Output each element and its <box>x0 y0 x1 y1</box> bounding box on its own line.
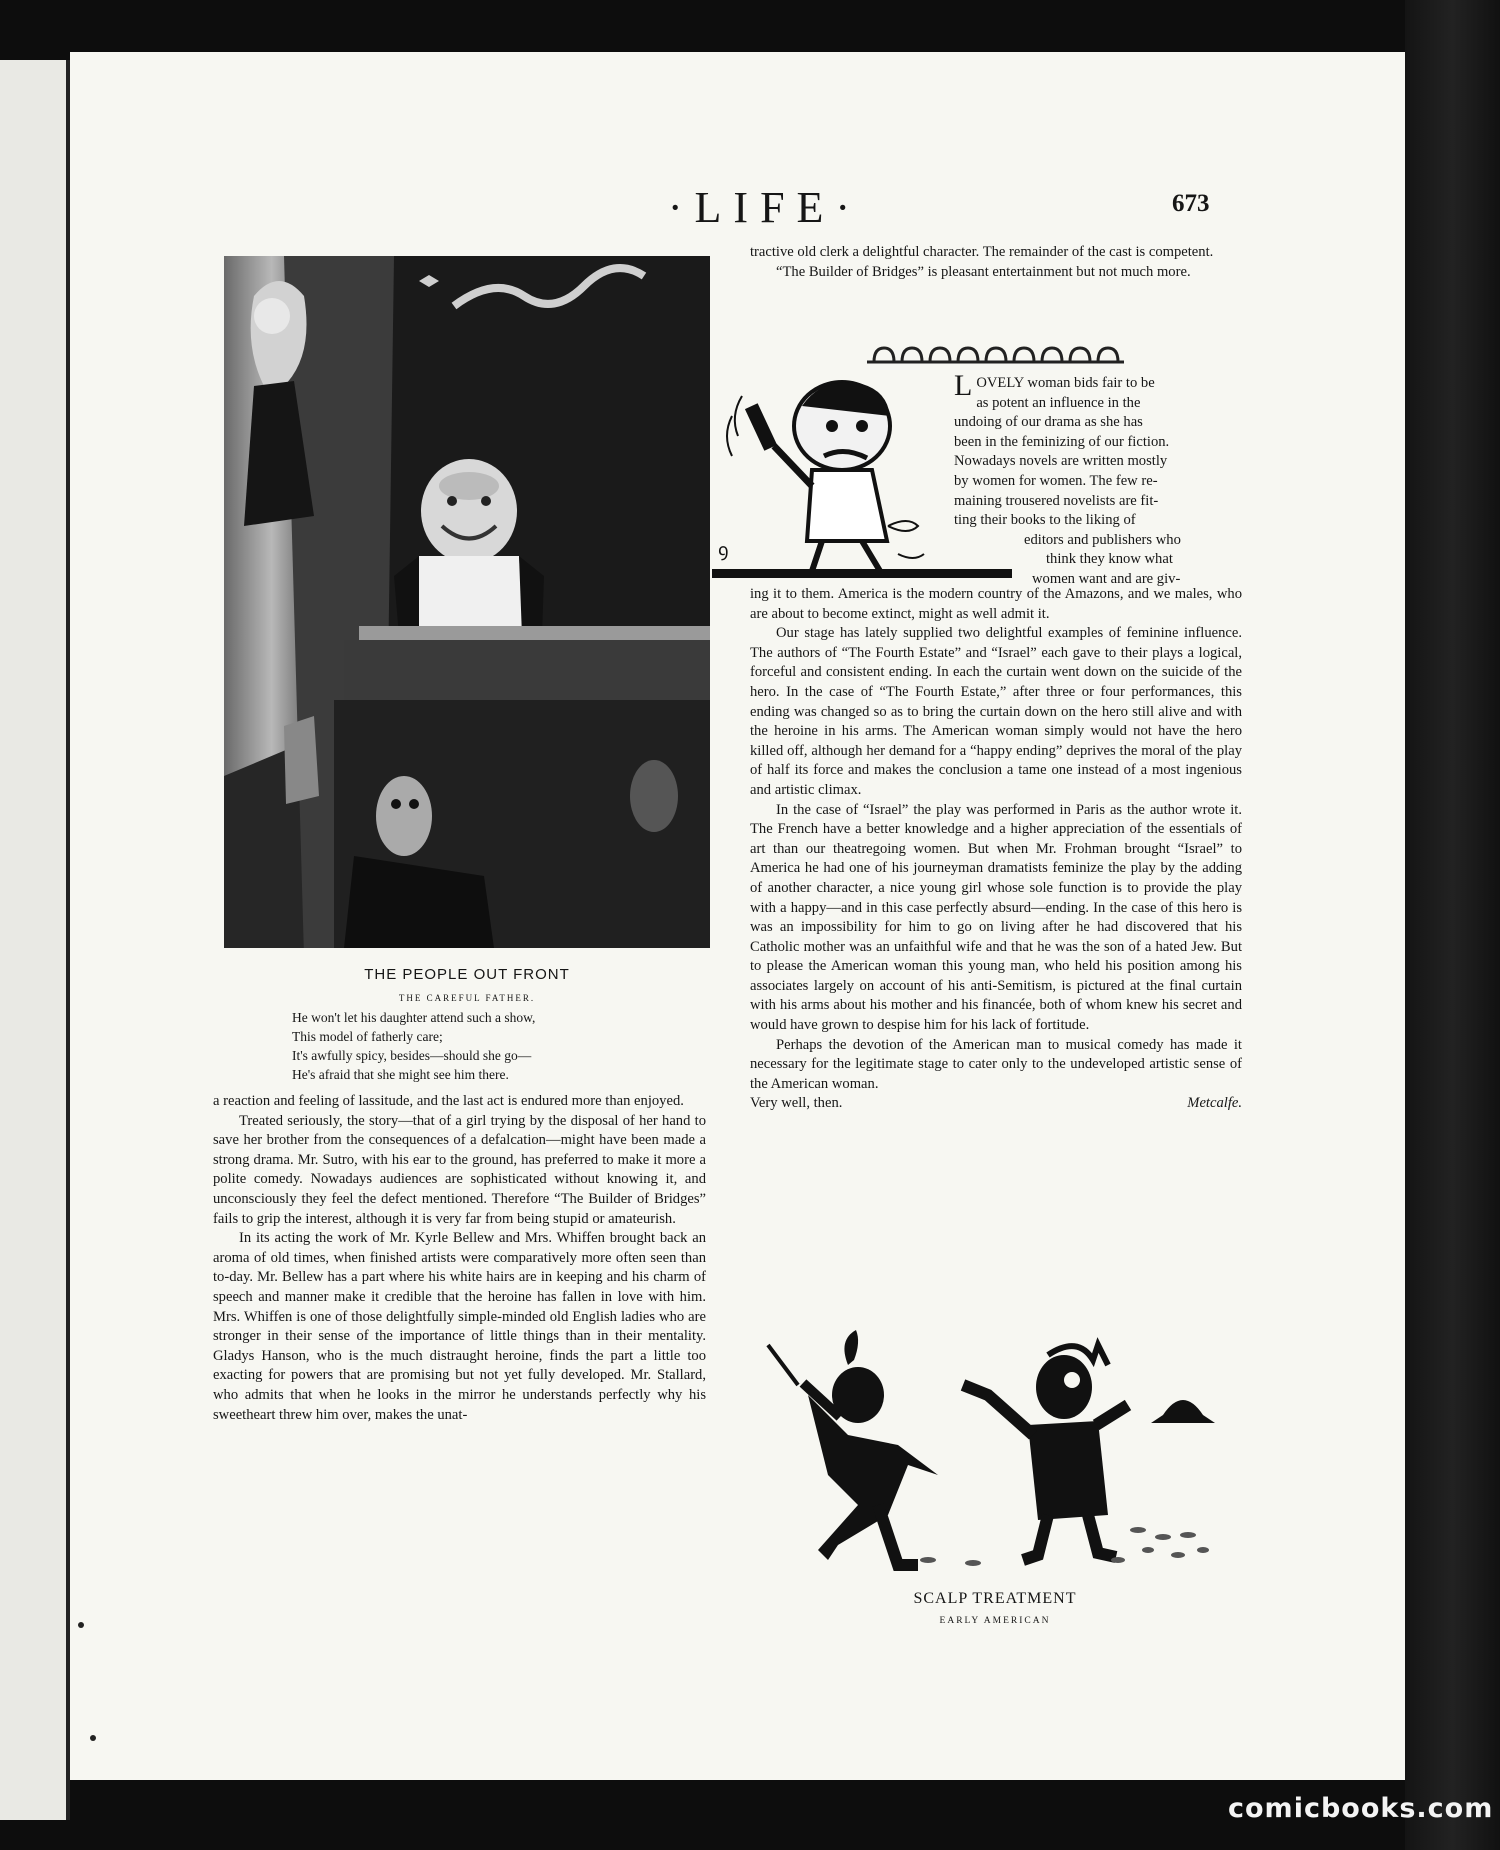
paragraph: ing it to them. America is the modern country of the Amazons, and we males, who are about to become extinct, might as well admit it. <box>750 586 1242 622</box>
text-line: women want and are giv- <box>1032 570 1181 587</box>
paragraph: Treated seriously, the story—that of a girl trying by the disposal of her hand to save her brother from the consequences of a defalcation—might have been made a strong drama. Mr. Sutro, with his ear to the ground, has preferred to make it more a polite comedy. Nowadays audiences are sophisticated without knowing it, and unconsciously they feel the defect mentioned. Therefore “The Builder of Bridges” fails to grip the interest, although it is very far from being stupid or amateurish. <box>213 1112 706 1227</box>
scan-speck <box>78 1622 84 1628</box>
left-caption-title: THE PEOPLE OUT FRONT <box>364 966 570 983</box>
text-line: think they know what <box>1046 551 1173 568</box>
text-line: maining trousered novelists are fit- <box>954 492 1159 509</box>
closing-line <box>750 1094 1242 1114</box>
people-out-front-illustration <box>224 256 710 948</box>
text-line: editors and publishers who <box>1024 531 1181 548</box>
caption-poem <box>292 1008 712 1084</box>
lovely-woman-paragraph <box>954 369 1242 590</box>
poem-line: It's awfully spicy, besides—should she go— <box>292 1048 532 1063</box>
poem-line: He's afraid that she might see him there. <box>292 1067 509 1082</box>
drop-cap: L <box>954 369 973 402</box>
right-column-top-text <box>750 243 1242 282</box>
right-caption-title: SCALP TREATMENT <box>913 1590 1077 1607</box>
magazine-title: ·LIFE· <box>667 183 863 232</box>
paragraph: a reaction and feeling of lassitude, and the last act is endured more than enjoyed. <box>213 1093 684 1109</box>
right-caption-subtitle: EARLY AMERICAN <box>939 1616 1051 1626</box>
text-line: by women for women. The few re- <box>954 472 1158 489</box>
watermark: comicbooks.com <box>1228 1793 1494 1824</box>
scan-speck <box>90 1735 96 1741</box>
page-number: 673 <box>1172 190 1210 217</box>
facing-page-edge <box>0 60 70 1820</box>
text-line: been in the feminizing of our fiction. <box>954 433 1170 450</box>
paragraph: “The Builder of Bridges” is pleasant entertainment but not much more. <box>776 263 1191 280</box>
left-caption-subtitle: THE CAREFUL FATHER. <box>398 993 536 1003</box>
paragraph: tractive old clerk a delightful character. The remainder of the cast is competent. <box>750 244 1214 260</box>
paragraph: Perhaps the devotion of the American man to musical comedy has made it necessary for the legitimate stage to cater only to the undeveloped artistic sense of the American woman. <box>750 1036 1242 1092</box>
text-line: ting their books to the liking of <box>954 512 1136 529</box>
left-column-text <box>213 1092 706 1425</box>
closing-text: Very well, then. <box>750 1095 843 1112</box>
poem-line: This model of fatherly care; <box>292 1029 443 1044</box>
scalp-treatment-illustration <box>748 1325 1240 1580</box>
text-line: OVELY woman bids fair to be <box>976 375 1155 391</box>
text-line: Nowadays novels are written mostly <box>954 453 1168 470</box>
paragraph: In the case of “Israel” the play was performed in Paris as the author wrote it. The French have a better knowledge and a higher appreciation of the essentials of art than our theatregoing women. But when Mr. Frohman brought “Israel” to America he had one of his journeyman dramatists feminize the play by the adding of another character, a nice young girl whose sole function is to provide the play with a happy—and in this case perfectly absurd—ending. In the case of this hero is was an impossibility for him to go on living after he had discovered that his Catholic mother was an unfaithful wife and that he was the son of a hated Jew. But to please the American woman this young man, who held his position among his associates largely on account of his anti-Semitism, is pictured at the final curtain with his arms about his mother and his financée, both of whom knew his secret and would have grown to despise him for his lack of fortitude. <box>750 801 1242 1034</box>
right-column-body-text <box>750 585 1242 1114</box>
text-line: undoing of our drama as she has <box>954 414 1143 431</box>
text-line: as potent an influence in the <box>976 394 1141 411</box>
paragraph: In its acting the work of Mr. Kyrle Bellew and Mrs. Whiffen brought back an aroma of old times, when finished artists were comparatively more often seen than to-day. Mr. Bellew has a part where his white hairs are in keeping and his charm of speech and manner make it credible that the heroine has fallen in love with him. Mrs. Whiffen is one of those delightfully simple-minded old English ladies who are stronger in their sense of the importance of little things than in their mentality. Gladys Hanson, who is the much distraught heroine, finds the part a little too exacting for powers that are promising but not yet fully developed. Mr. Stallard, who admits that when he looks in the mirror he understands perfectly why his sweetheart threw him over, makes the unat- <box>213 1230 706 1423</box>
paragraph: Our stage has lately supplied two delightful examples of feminine influence. The authors of “The Fourth Estate” and “Israel” each gave to their plays a logical, forceful and consistent ending. In each the curtain went down on the suicide of the hero. In the case of “The Fourth Estate,” after three or four performances, this ending was changed so as to bring the curtain down on the hero still alive and with the heroine in his arms. The American woman simply would not have the hero killed off, although her demand for a “happy ending” deprives the moral of the play of half its force and makes the conclusion a tame one instead of a most ingenious and artistic climax. <box>750 625 1242 798</box>
poem-line: He won't let his daughter attend such a show, <box>292 1010 536 1025</box>
author-signature: Metcalfe. <box>1187 1095 1242 1112</box>
scan-border <box>1405 0 1500 1850</box>
svg-text:ꝯ: ꝯ <box>718 540 729 561</box>
